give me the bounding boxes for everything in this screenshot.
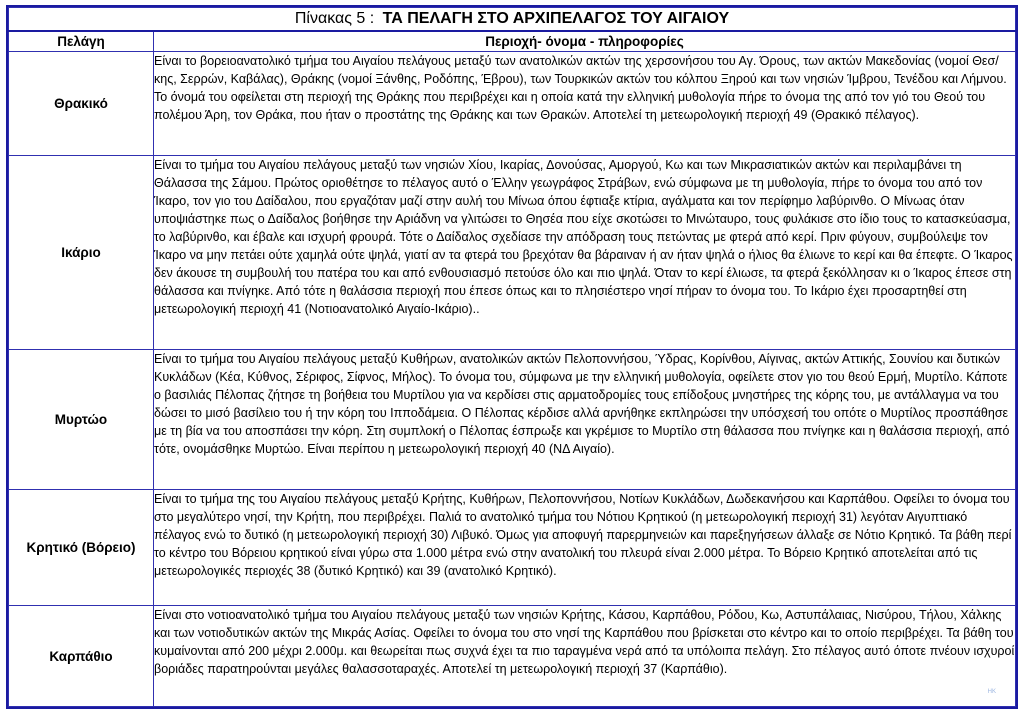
table-row	[9, 490, 1016, 606]
table-row	[9, 52, 1016, 156]
sea-description: Είναι στο νοτιοανατολικό τμήμα του Αιγαίου πελάγους μεταξύ των νησιών Κρήτης, Κάσου, Καρπάθου, Ρόδου, Κω, Αστυπάλαιας, Νισύρου, Τήλου, Χάλκης και των νοτιοδυτικών ακτών της Μικράς Ασίας. Οφείλει το όνομα του στο νησί της Καρπάθου που βρίσκεται στο κέντρο και το οποίο περιβρέχει. Τα βάθη του κυμαίνονται από 200 μέχρι 2.000μ. και θεωρείται πως συχνά έχει τα πιο ταραγμένα νερά από τα υπόλοιπα πελάγη. Στο πέλαγος αυτό όποτε πνέουν ισχυροί βοριάδες παρατηρούνται μεγάλες θαλασσοταραχές. Αποτελεί τη μετεωρολογική περιοχή 37 (Καρπάθιο).	[154, 606, 1016, 707]
sea-name: Μυρτώο	[9, 350, 154, 490]
table-header-row	[9, 31, 1016, 52]
table-caption	[9, 8, 1016, 32]
sea-name: Κρητικό (Βόρειο)	[9, 490, 154, 606]
table-title: ΤΑ ΠΕΛΑΓΗ ΣΤΟ ΑΡΧΙΠΕΛΑΓΟΣ ΤΟΥ ΑΙΓΑΙΟΥ	[382, 10, 730, 27]
watermark: HK	[987, 689, 996, 695]
sea-description: Είναι το βορειοανατολικό τμήμα του Αιγαίου πελάγους μεταξύ των ανατολικών ακτών της χερσονήσου του Αγ. Όρους, των ακτών Μακεδονίας (νομοί Θεσ/κης, Σερρών, Καβάλας), Θράκης (νομοί Ξάνθης, Ροδόπης, Έβρου), των Τουρκικών ακτών του κόλπου Ξηρού και των νησιών Ίμβρου, Τενέδου και Λήμνου. Το όνομά του οφείλεται στη περιοχή της Θράκης που περιβρέχει και η οποία κατά την ελληνική μυθολογία πήρε το όνομα της από τον γιό του Θεού του πολέμου Άρη, τον Θράκα, που ήταν ο προστάτης της Θράκης και των Θρακών. Αποτελεί τη μετεωρολογική περιοχή 49 (Θρακικό πέλαγος).	[154, 52, 1016, 156]
table-row	[9, 156, 1016, 350]
sea-name: Καρπάθιο	[9, 606, 154, 707]
sea-description: Είναι το τμήμα του Αιγαίου πελάγους μεταξύ Κυθήρων, ανατολικών ακτών Πελοποννήσου, Ύδρας, Κορίνθου, Αίγινας, ακτών Αττικής, Σουνίου και δυτικών Κυκλάδων (Κέα, Κύθνος, Σέριφος, Σίφνος, Μήλος). Το όνομα του, σύμφωνα με την ελληνική μυθολογία, οφείλετε στον γιο του θεού Ερμή, Μυρτίλο. Κάποτε ο βασιλιάς Πέλοπας ζήτησε τη βοήθεια του Μυρτίλου για να κερδίσει στις αρματοδρομίες τους επίδοξους μνηστήρες της κόρης του, με αντάλλαγμα να του δώσει το μισό βασίλειο του ή την κόρη του Ιπποδάμεια. Ο Πέλοπας κέρδισε αλλά αρνήθηκε εκπληρώσει την υπόσχεσή του οπότε ο Μυρτίλος προσπάθησε με τη βία να του αποσπάσει την κόρη. Στη συμπλοκή ο Πέλοπας έσπρωξε και γκρέμισε το Μυρτίλο στη θάλασσα που πνίγηκε και η θαλάσσια περιοχή, από τότε, ονομάσθηκε Μυρτώο. Είναι περίπου η μετεωρολογική περιοχή 40 (ΝΔ Αιγαίο).	[154, 350, 1016, 490]
seas-table	[8, 7, 1016, 707]
sea-name: Θρακικό	[9, 52, 154, 156]
column-header-info: Περιοχή- όνομα - πληροφορίες	[154, 31, 1016, 52]
table-caption-row	[9, 8, 1016, 32]
sea-description: Είναι το τμήμα της του Αιγαίου πελάγους μεταξύ Κρήτης, Κυθήρων, Πελοποννήσου, Νοτίων Κυκλάδων, Δωδεκανήσου και Καρπάθου. Οφείλει το όνομα του στο μεγαλύτερο νησί, την Κρήτη, που περιβρέχει. Παλιά το ανατολικό τμήμα του Νότιου Κρητικού (η μετεωρολογική περιοχή 31) λεγόταν Αιγυπτιακό πέλαγος ενώ το δυτικό (η μετεωρολογική περιοχή 30) Λιβυκό. Όμως για αποφυγή παρερμηνειών και παρεξηγήσεων άλλαξε σε Νότιο Κρητικό. Τα βάθη περί το κέντρο του Βόρειου κρητικού είναι γύρω στα 1.000 μέτρα ενώ στην ανατολική του πλευρά είναι 2.000 μέτρα. Το Βόρειο Κρητικό αποτελείται από τις μετεωρολογικές περιοχές 38 (δυτικό Κρητικό) και 39 (ανατολικό Κρητικό).	[154, 490, 1016, 606]
table-number: Πίνακας 5 :	[294, 10, 375, 27]
table-row	[9, 606, 1016, 707]
column-header-seas: Πελάγη	[9, 31, 154, 52]
sea-name: Ικάριο	[9, 156, 154, 350]
sea-description: Είναι το τμήμα του Αιγαίου πελάγους μεταξύ των νησιών Χίου, Ικαρίας, Δονούσας, Αμοργού, Κω και των Μικρασιατικών ακτών και περιλαμβάνει τη Θάλασσα της Σάμου. Πρώτος οριοθέτησε το πέλαγος αυτό ο Έλλην γεωγράφος Στράβων, ενώ σύμφωνα με τη μυθολογία, πήρε το όνομα του από τον Ίκαρο, τον γιο του Δαίδαλου, που εργαζόταν μαζί στην αυλή του Μίνωα όπου έφτιαξε κτίρια, αγάλματα και τον περίφημο λαβύρινθο. Ο Μίνωας όταν υποψιάστηκε πως ο Δαίδαλος βοήθησε την Αριάδνη να γλιτώσει το Θησέα που είχε σκοτώσει το Μινώταυρο, τους φυλάκισε στο ίδιο τους το κατασκεύασμα, το λαβύρινθο, και έβαλε και ισχυρή φρουρά. Τότε ο Δαίδαλος σχεδίασε την απόδραση τους πετώντας με φτερά από κερί. Πριν φύγουν, συμβούλεψε τον Ίκαρο να μην πετάει ούτε χαμηλά ούτε ψηλά, γιατί αν τα φτερά του βρεχόταν θα βάραιναν ή αν ήταν ψηλά ο ήλιος θα έλιωνε το κερί και θα έπεφτε. Ο Ίκαρος δεν άκουσε τη συμβουλή του πατέρα του και από ενθουσιασμό πετούσε όλο και πιο ψηλά. Όταν το κερί έλιωσε, τα φτερά ξεκόλλησαν κι ο Ίκαρος έπεσε στη θάλασσα και πνίγηκε. Από τότε η θαλάσσια περιοχή που έπεσε όπως και το πλησιέστερο νησί πήραν το όνομα του. Το Ικάριο έχει προσαρτηθεί στη μετεωρολογική περιοχή 41 (Νοτιοανατολικό Αιγαίο-Ικάριο)..	[154, 156, 1016, 350]
document-sheet	[6, 5, 1018, 709]
table-row	[9, 350, 1016, 490]
